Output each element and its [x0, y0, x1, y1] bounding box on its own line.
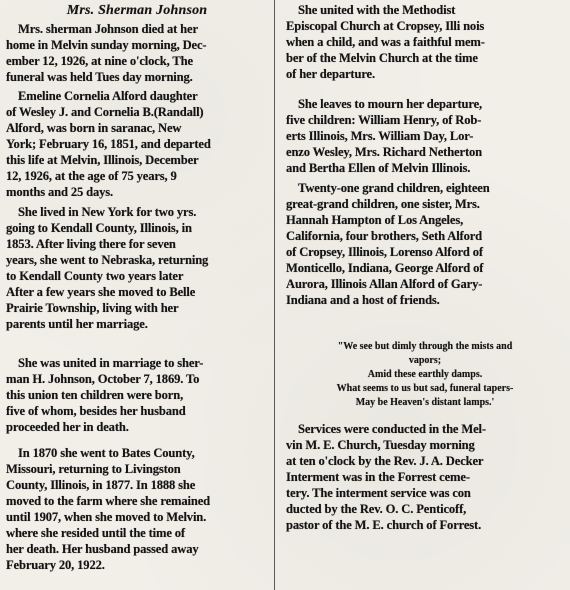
paragraph-line: proceeded her in death. [6, 420, 129, 434]
poem-line: vapors; [408, 355, 442, 366]
paragraph-line: where she resided until the time of [6, 526, 185, 540]
paragraph-line: Episcopal Church at Cropsey, Illi nois [286, 19, 485, 33]
paragraph-line: months and 25 days. [6, 185, 114, 199]
paragraph-line: of her departure. [286, 67, 375, 81]
paragraph-line: 1853. After living there for seven [6, 237, 176, 251]
paragraph-line: tery. The interment service was con [286, 486, 471, 500]
paragraph-line: parents until her marriage. [6, 317, 148, 331]
paragraph-line: of Wesley J. and Cornelia B.(Randall) [6, 105, 204, 119]
poem-line: May be Heaven's distant lamps.' [355, 397, 495, 408]
paragraph-line: After a few years she moved to Belle [6, 285, 196, 299]
paragraph-line: California, four brothers, Seth Alford [286, 229, 483, 243]
paragraph-line: She lived in New York for two yrs. [18, 205, 197, 219]
paragraph-line: when a child, and was a faithful mem- [286, 35, 485, 49]
paragraph-line: Mrs. sherman Johnson died at her [18, 22, 198, 36]
paragraph-line: to Kendall County two years later [6, 269, 184, 283]
paragraph-line: She was united in marriage to sher- [18, 356, 204, 370]
paragraph-line: vin M. E. Church, Tuesday morning [286, 438, 475, 452]
paragraph-line: this union ten children were born, [6, 388, 184, 402]
paragraph-line: at ten o'clock by the Rev. J. A. Decker [286, 454, 484, 468]
paragraph-line: ducted by the Rev. O. C. Penticoff, [286, 502, 467, 516]
poem-line: What seems to us but sad, funeral tapers- [336, 383, 514, 394]
paragraph-line: She leaves to mourn her departure, [298, 97, 483, 111]
paragraph-line: five children: William Henry, of Rob- [286, 113, 482, 127]
paragraph-line: this life at Melvin, Illinois, December [6, 153, 199, 167]
paragraph-line: her death. Her husband passed away [6, 542, 199, 556]
paragraph-line: enzo Wesley, Mrs. Richard Netherton [286, 145, 482, 159]
paragraph-line: five of whom, besides her husband [6, 404, 186, 418]
paragraph-line: Indiana and a host of friends. [286, 293, 440, 307]
paragraph-line: February 20, 1922. [6, 558, 105, 572]
paragraph-line: Alford, was born in saranac, New [6, 121, 182, 135]
paragraph-line: ber of the Melvin Church at the time [286, 51, 478, 65]
poem-line: Amid these earthly damps. [367, 369, 483, 380]
paragraph-line: of Cropsey, Illinois, Lorenso Alford of [286, 245, 483, 259]
paragraph-line: man H. Johnson, October 7, 1869. To [6, 372, 200, 386]
paragraph-line: Aurora, Illinois Allan Alford of Gary- [286, 277, 483, 291]
paragraph-line: 12, 1926, at the age of 75 years, 9 [6, 169, 177, 183]
paragraph-line: moved to the farm where she remained [6, 494, 210, 508]
poem-line: "We see but dimly through the mists and [337, 341, 513, 352]
paragraph-line: County, Illinois, in 1877. In 1888 she [6, 478, 196, 492]
paragraph-line: home in Melvin sunday morning, Dec- [6, 38, 207, 52]
paragraph-line: great-grand children, one sister, Mrs. [286, 197, 480, 211]
paragraph-line: Interment was in the Forrest ceme- [286, 470, 470, 484]
paragraph-line: and Bertha Ellen of Melvin Illinois. [286, 161, 471, 175]
paragraph-line: funeral was held Tues day morning. [6, 70, 193, 84]
obituary-headline: Mrs. Sherman Johnson [66, 3, 208, 18]
paragraph-line: In 1870 she went to Bates County, [18, 446, 195, 460]
paragraph-line: until 1907, when she moved to Melvin. [6, 510, 207, 524]
paragraph-line: going to Kendall County, Illinois, in [6, 221, 192, 235]
paragraph-line: years, she went to Nebraska, returning [6, 253, 209, 267]
paragraph-line: York; February 16, 1851, and departed [6, 137, 211, 151]
paragraph-line: Missouri, returning to Livingston [6, 462, 181, 476]
paragraph-line: pastor of the M. E. church of Forrest. [286, 518, 482, 532]
paragraph-line: Prairie Township, living with her [6, 301, 179, 315]
paragraph-line: She united with the Methodist [298, 3, 456, 17]
paragraph-line: Monticello, Indiana, George Alford of [286, 261, 484, 275]
column-divider [274, 0, 275, 590]
paragraph-line: ember 12, 1926, at nine o'clock, The [6, 54, 193, 68]
paragraph-line: erts Illinois, Mrs. William Day, Lor- [286, 129, 474, 143]
paragraph-line: Hannah Hampton of Los Angeles, [286, 213, 464, 227]
paragraph-line: Twenty-one grand children, eighteen [298, 181, 490, 195]
paragraph-line: Emeline Cornelia Alford daughter [18, 89, 198, 103]
paragraph-line: Services were conducted in the Mel- [298, 422, 486, 436]
